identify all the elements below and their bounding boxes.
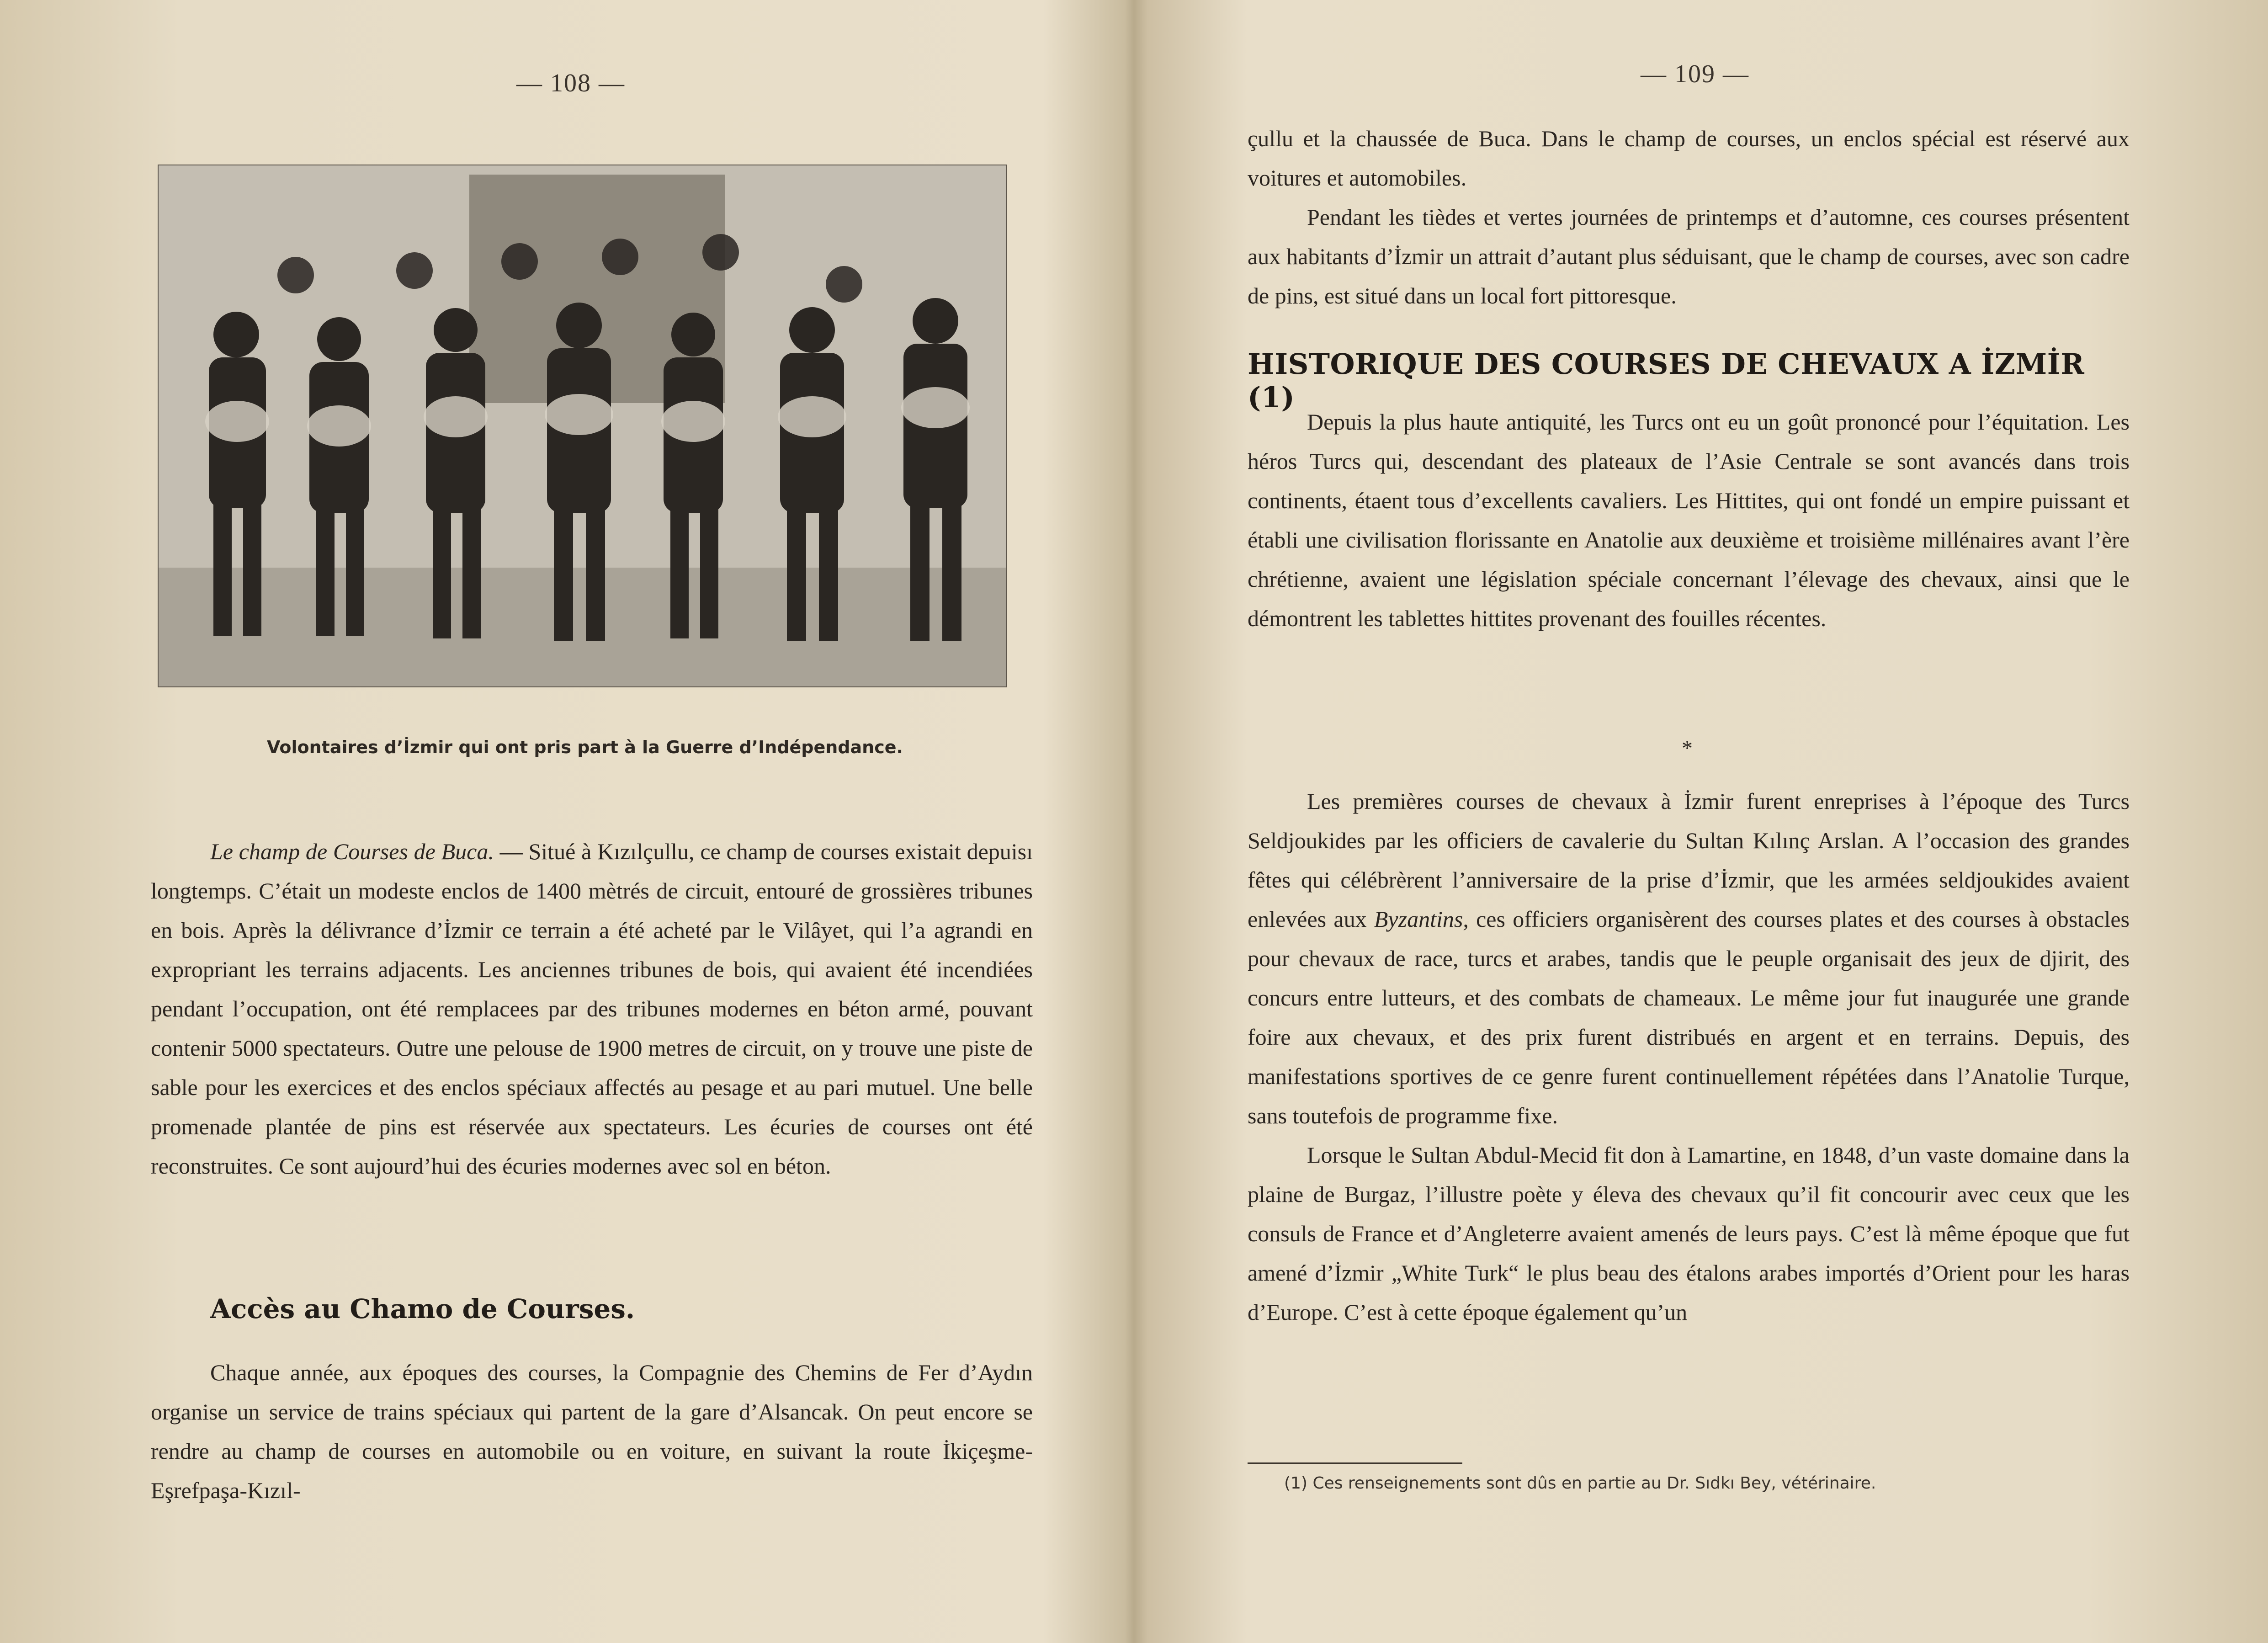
paragraph-italic-byzantins: Byzantins, bbox=[1374, 906, 1469, 932]
section-heading-acces: Accès au Chamo de Courses. bbox=[210, 1293, 635, 1324]
section-heading-historique: HISTORIQUE DES COURSES DE CHEVAUX A İZMİR (1) bbox=[1248, 347, 2085, 414]
paragraph-antiquite: Depuis la plus haute antiquité, les Turcs ont eu un goût prononcé pour l’équitation. Les héros Turcs qui, descendant des plateaux de l’Asie Centrale se sont avancés dans trois continents, étaent tous d’excellents cavaliers. Les Hittites, qui ont fondé un empire puissant et établi une civilisation florissante en Anatolie aux deuxième et troisième millénaires avant l’ère chrétienne, avaient une législation spéciale concernant l’élevage des chevaux, ainsi que le démontrent les tablettes hittites provenant des fouilles récentes. bbox=[1248, 409, 2130, 631]
section-separator-asterisk: * bbox=[1682, 736, 1693, 760]
paragraph-chaussee: çullu et la chaussée de Buca. Dans le champ de courses, un enclos spécial est réservé aux voitures et automobiles. bbox=[1248, 126, 2130, 191]
paragraph-printemps: Pendant les tièdes et vertes journées de printemps et d’automne, ces courses présentent aux habitants d’İzmir un attrait d’autant plus séduisant, que le champ de courses, avec son cadre de pins, est situé dans un local fort pittoresque. bbox=[1248, 204, 2130, 308]
paragraph-continuation bbox=[1248, 119, 2130, 315]
paragraph-acces: Chaque année, aux époques des courses, la Compagnie des Chemins de Fer d’Aydın organise un service de trains spéciaux qui partent de la gare d’Alsancak. On peut encore se rendre au champ de courses en automobile ou en voiture, en suivant la route İkiçeşme-Eşrefpaşa-Kızıl- bbox=[151, 1360, 1033, 1503]
right-page bbox=[1248, 0, 2130, 1643]
footnote-rule bbox=[1248, 1462, 1462, 1464]
photo-caption: Volontaires d’İzmir qui ont pris part à la Guerre d’Indépendance. bbox=[267, 737, 903, 757]
page-number-right: — 109 — bbox=[1641, 60, 1749, 88]
left-page bbox=[151, 0, 1037, 1643]
paragraph-part-b: ces officiers organisèrent des courses plates et des courses à obstacles pour chevaux de race, turcs et arabes, tandis que le peuple organisait des jeux de djirit, des concurs entre lutteurs, et des combats de chameaux. Le même jour fut inaugurée une grande foire aux chevaux, et des prix furent distribués en argent et en terrains. Depuis, des manifestations sportives de ce genre furent continuellement répétées dans l’Anatolie Turque, sans toutefois de programme fixe. bbox=[1248, 906, 2130, 1128]
paragraph-part-a: Les premières courses de chevaux à İzmir furent enreprises à l’époque des Turcs Seldjoukides par les officiers de cavalerie du Sultan Kılınç Arslan. A l’occasion des grandes fêtes qui célébrèrent l’anniversaire de la prise d’İzmir, que les armées seldjoukides avaient enlevées aux bbox=[1248, 788, 2130, 932]
paragraph-body: — Situé à Kızılçullu, ce champ de courses existait depuisı longtemps. C’était un modeste enclos de 1400 mètrés de circuit, entouré de grossières tribunes en bois. Après la délivrance d’İzmir ce terrain a été acheté par le Vilâyet, qui l’a agrandi en expropriant les terrains adjacents. Les anciennes tribunes de bois, qui avaient été incendiées pendant l’occupation, ont été remplacees par des tribunes modernes en béton armé, pouvant contenir 5000 spectateurs. Outre une pelouse de 1900 metres de circuit, on y trouve une piste de sable pour les exercices et des enclos spéciaux affectés au pesage et au pari mutuel. Une belle promenade plantée de pins est réservée aux spectateurs. Les écuries de courses ont été reconstruites. Ce sont aujourd’hui des écuries modernes avec sol en béton. bbox=[151, 839, 1033, 1179]
paragraph-group-history bbox=[1248, 782, 2130, 1332]
paragraph-lamartine: Lorsque le Sultan Abdul-Mecid fit don à Lamartine, en 1848, d’un vaste domaine dans la plaine de Burgaz, l’illustre poète y éleva des chevaux qu’il fit concourir avec ceux que les consuls de France et d’Angleterre avaient amenés de leurs pays. C’est là même époque que fut amené d’İzmir „White Turk“ le plus beau des étalons arabes importés d’Orient pour les haras d’Europe. C’est à cette époque également qu’un bbox=[1248, 1142, 2130, 1325]
paragraph-title-italic: Le champ de Courses de Buca. bbox=[210, 839, 494, 864]
group-photo-image bbox=[159, 165, 1006, 686]
footnote: (1) Ces renseignements sont dûs en partie au Dr. Sıdkı Bey, vétérinaire. bbox=[1284, 1474, 1876, 1493]
page-number-left: — 108 — bbox=[516, 69, 625, 97]
paragraph-premieres-courses bbox=[1248, 782, 2130, 1135]
volunteers-photo bbox=[158, 165, 1007, 687]
paragraph-champ-de-courses bbox=[151, 832, 1033, 1186]
